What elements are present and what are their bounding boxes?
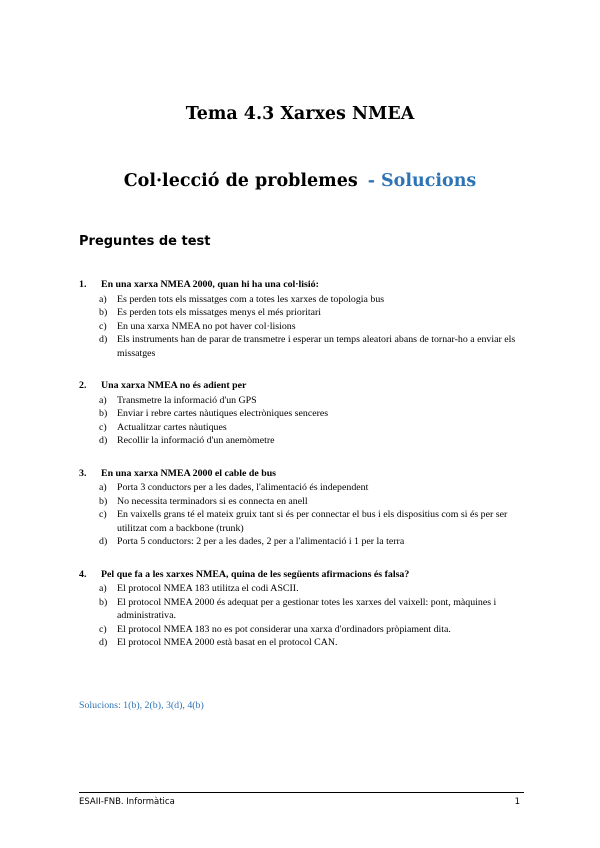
page-subtitle <box>0 171 600 191</box>
question-header <box>79 568 524 582</box>
options-list <box>99 394 524 448</box>
question-number: 4. <box>79 568 87 580</box>
option-text: Enviar i rebre cartes nàutiques electròniques senceres <box>117 408 329 419</box>
section-heading: Preguntes de test <box>79 234 211 249</box>
option-item <box>99 508 524 535</box>
option-letter: b) <box>99 495 108 507</box>
option-text: Actualitzar cartes nàutiques <box>117 421 227 433</box>
option-item <box>99 582 524 596</box>
page-title: Tema 4.3 Xarxes NMEA <box>185 104 415 124</box>
option-letter: c) <box>99 623 107 635</box>
option-letter: d) <box>99 435 108 446</box>
option-item <box>99 421 524 435</box>
option-item <box>99 481 524 495</box>
option-letter: c) <box>99 320 107 332</box>
question-number: 1. <box>79 279 87 290</box>
option-text: Els instruments han de parar de transmetre i esperar un temps aleatori abans de tornar-ho a enviar els missatges <box>117 334 516 359</box>
question-4 <box>79 568 524 650</box>
question-text: En una xarxa NMEA 2000, quan hi ha una col·lisió: <box>101 279 319 290</box>
option-text: Es perden tots els missatges com a totes les xarxes de topologia bus <box>117 293 385 305</box>
option-text: El protocol NMEA 183 no es pot considerar una xarxa d'ordinadors pròpiament dita. <box>117 623 451 635</box>
question-header <box>79 278 524 292</box>
option-letter: b) <box>99 408 108 419</box>
question-number: 2. <box>79 380 87 391</box>
option-text: El protocol NMEA 183 utilitza el codi ASCII. <box>117 583 299 594</box>
option-text: En vaixells grans té el mateix gruix tant si és per connectar el bus i els dispositius com si és per ser utilitzat com a backbone (trunk) <box>117 509 508 534</box>
question-header <box>79 379 524 393</box>
options-list <box>99 481 524 549</box>
option-item <box>99 293 524 307</box>
option-text: El protocol NMEA 2000 és adequat per a gestionar totes les xarxes del vaixell: pont, màquines i administrativa. <box>117 596 497 621</box>
option-text: El protocol NMEA 2000 està basat en el protocol CAN. <box>117 637 338 648</box>
question-text: Una xarxa NMEA no és adient per <box>101 380 247 391</box>
option-item <box>99 320 524 334</box>
question-text: Pel que fa a les xarxes NMEA, quina de les següents afirmacions és falsa? <box>101 568 410 580</box>
options-list <box>99 582 524 650</box>
option-item <box>99 535 524 549</box>
option-item <box>99 333 524 360</box>
option-text: Es perden tots els missatges menys el més prioritari <box>117 307 322 318</box>
option-item <box>99 596 524 623</box>
question-header <box>79 467 524 481</box>
option-letter: b) <box>99 596 108 608</box>
option-letter: d) <box>99 637 108 648</box>
solutions-line: Solucions: 1(b), 2(b), 3(d), 4(b) <box>79 700 204 711</box>
option-text: Porta 5 conductors: 2 per a les dades, 2 per a l'alimentació i 1 per la terra <box>117 536 405 547</box>
questions-list <box>79 278 524 669</box>
option-item <box>99 306 524 320</box>
option-letter: c) <box>99 421 107 433</box>
question-number: 3. <box>79 467 87 479</box>
option-item <box>99 394 524 408</box>
question-3 <box>79 467 524 549</box>
option-text: En una xarxa NMEA no pot haver col·lisions <box>117 320 296 332</box>
option-letter: c) <box>99 509 107 520</box>
page-number: 1 <box>514 797 520 807</box>
option-text: No necessita terminadors si es connecta en anell <box>117 495 308 507</box>
option-text: Porta 3 conductors per a les dades, l'alimentació és independent <box>117 482 369 493</box>
footer-text: ESAII-FNB. Informàtica <box>79 797 175 807</box>
option-text: Recollir la informació d'un anemòmetre <box>117 435 275 446</box>
option-item <box>99 623 524 637</box>
option-letter: a) <box>99 394 107 406</box>
question-2 <box>79 379 524 448</box>
question-1 <box>79 278 524 360</box>
option-letter: b) <box>99 307 108 318</box>
subtitle-main: Col·lecció de problemes <box>123 171 358 191</box>
option-letter: a) <box>99 583 107 594</box>
option-item <box>99 495 524 509</box>
options-list <box>99 293 524 361</box>
option-letter: a) <box>99 482 107 493</box>
option-item <box>99 636 524 650</box>
option-item <box>99 407 524 421</box>
option-item <box>99 434 524 448</box>
option-text: Transmetre la informació d'un GPS <box>117 394 257 406</box>
option-letter: d) <box>99 334 108 345</box>
question-text: En una xarxa NMEA 2000 el cable de bus <box>101 467 277 479</box>
option-letter: d) <box>99 536 108 547</box>
option-letter: a) <box>99 293 107 305</box>
subtitle-solutions: - Solucions <box>367 171 477 191</box>
footer-divider <box>79 792 524 793</box>
